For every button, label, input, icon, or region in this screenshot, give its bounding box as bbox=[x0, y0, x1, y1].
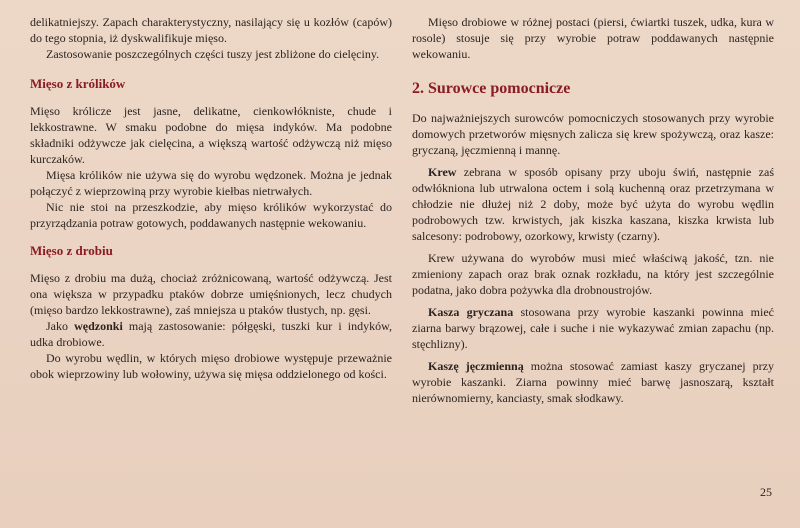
gryczana-term: Kasza gryczana bbox=[428, 305, 514, 319]
poultry-paragraph-3: Do wyrobu wędlin, w których mięso drobiowe występuje przeważnie obok wieprzowiny lub wołowiny, używa się mięsa oddzielonego od kości. bbox=[30, 351, 392, 381]
rabbit-paragraph-3: Nic nie stoi na przeszkodzie, aby mięso królików wykorzystać do przyrządzania potraw gotowych, poddawanych następnie wekowaniu. bbox=[30, 200, 392, 230]
gryczana-paragraph bbox=[412, 304, 774, 352]
poultry-p2-pre: Jako bbox=[46, 319, 75, 333]
gryczana-text: stosowana przy wyrobie kaszanki powinna mieć ziarna barwy brązowej, całe i suche i nie wykazywać zmian zapachu (np. stęchlizny). bbox=[412, 305, 774, 351]
rabbit-paragraph-2: Mięsa królików nie używa się do wyrobu wędzonek. Można je jednak połączyć z wieprzowiną przy wyrobie kiełbas nietrwałych. bbox=[30, 168, 392, 198]
krew-paragraph-2: Krew używana do wyrobów musi mieć właściwą jakość, tzn. nie zmieniony zapach oraz brak oznak rozkładu, na który jest szczególnie podatna, jako dobra pożywka dla drobnoustrojów. bbox=[412, 251, 774, 297]
jeczmienna-paragraph bbox=[412, 358, 774, 406]
poultry-p2-bold: wędzonki bbox=[74, 319, 123, 333]
rabbit-heading: Mięso z królików bbox=[30, 76, 126, 91]
aux-paragraph-1: Do najważniejszych surowców pomocniczych stosowanych przy wyrobie domowych przetworów mięsnych zalicza się krew spożywczą, oraz kasze: gryczaną, jęczmienną i mannę. bbox=[412, 111, 774, 157]
left-column bbox=[30, 0, 392, 382]
krew-term: Krew bbox=[428, 165, 457, 179]
poultry-paragraph-2 bbox=[30, 318, 392, 350]
top-paragraph: Mięso drobiowe w różnej postaci (piersi, ćwiartki tuszek, udka, kura w rosole) stosuje się przy wyrobie potraw poddawanych następnie wekowaniu. bbox=[412, 15, 774, 61]
poultry-paragraph-1: Mięso z drobiu ma dużą, chociaż zróżnicowaną, wartość odżywczą. Jest ona większa w przypadku ptaków dobrze umięśnionych, lecz chudych (mięso bardzo lekkostrawne), zaś mniejsza u ptaków tłustych, np. gęsi. bbox=[30, 271, 392, 317]
page-number: 25 bbox=[760, 485, 772, 499]
jeczmienna-term: Kaszę jęczmienną bbox=[428, 359, 524, 373]
poultry-heading: Mięso z drobiu bbox=[30, 243, 113, 258]
section-heading: 2. Surowce pomocnicze bbox=[412, 80, 571, 97]
poultry-p2-post: mają zastosowanie: półgęski, tuszki kur i indyków, udka drobiowe. bbox=[30, 319, 393, 349]
right-column bbox=[412, 0, 774, 406]
krew-text: zebrana w sposób opisany przy uboju świń, następnie zaś odwłókniona lub utrwalona octem i solą kuchenną oraz przetrzymana w chłodzie nie dłużej niż 2 doby, może być użyta do wyrobu wędlin podrobowych tzw. krwistych, jak kiszka kaszana, kiszka krwista lub salcesony: podrobowy, ozorkowy, krwisty (czarny). bbox=[412, 165, 774, 243]
krew-paragraph bbox=[412, 164, 774, 244]
jeczmienna-text: można stosować zamiast kaszy gryczanej przy wyrobie kaszanki. Ziarna powinny mieć barwę jasnoszarą, kształt nierównomierny, kanciasty, smak słodkawy. bbox=[412, 359, 774, 405]
intro-paragraph-2: Zastosowanie poszczególnych części tuszy jest zbliżone do cielęciny. bbox=[46, 47, 380, 61]
intro-paragraph-1: delikatniejszy. Zapach charakterystyczny, nasilający się u kozłów (capów) do tego stopnia, iż dyskwalifikuje mięso. bbox=[30, 15, 392, 45]
rabbit-paragraph-1: Mięso królicze jest jasne, delikatne, cienkowłókniste, chude i lekkostrawne. W smaku podobne do mięsa indyków. Ma podobne składniki odżywcze jak cielęcina, a większą wartość odżywczą niż mięso kurczaków. bbox=[30, 104, 392, 166]
